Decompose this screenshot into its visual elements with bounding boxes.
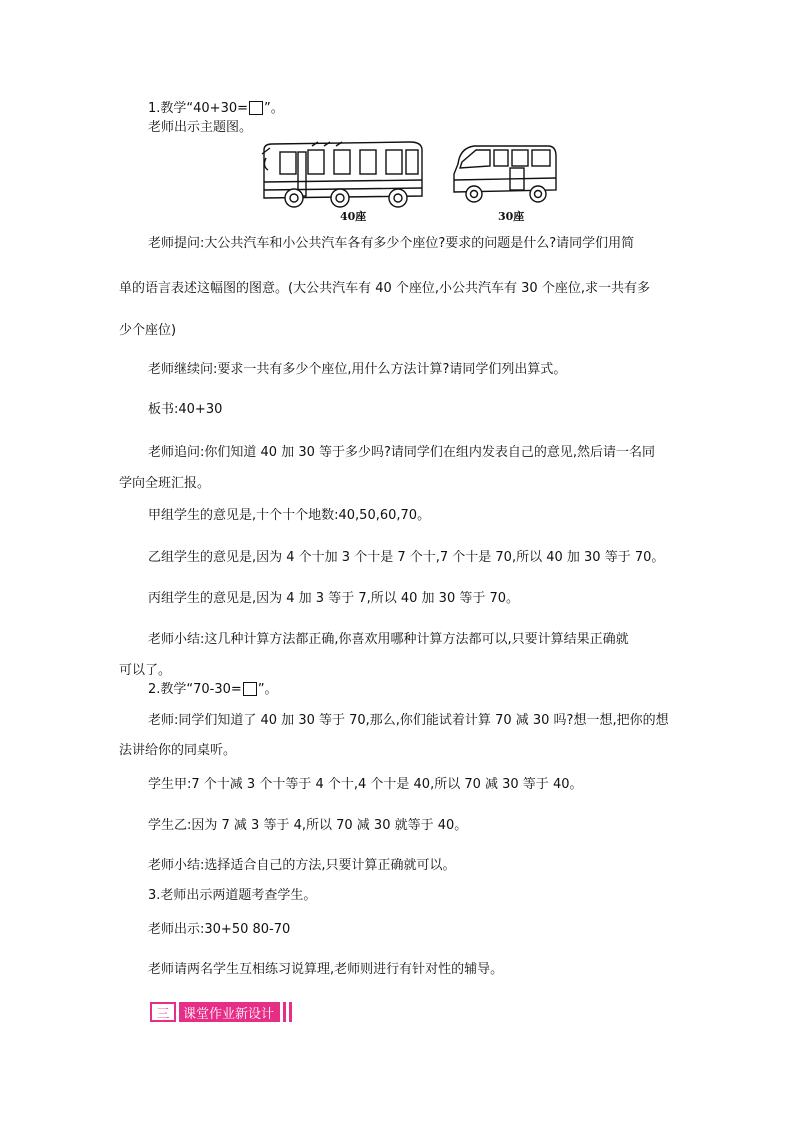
- practice-line: 老师请两名学生互相练习说算理,老师则进行有针对性的辅导。: [148, 962, 504, 977]
- question1-line2: 单的语言表述这幅图的图意。(大公共汽车有 40 个座位,小公共汽车有 30 个座位,求一共有多: [119, 281, 650, 296]
- summary1-line1: 老师小结:这几种计算方法都正确,你喜欢用哪种计算方法都可以,只要计算结果正确就: [148, 632, 629, 647]
- small-bus-caption: 30座: [498, 210, 525, 223]
- group-a-opinion: 甲组学生的意见是,十个十个地数:40,50,60,70。: [148, 508, 431, 523]
- answer-box: [243, 682, 257, 696]
- board-writing: 板书:40+30: [148, 402, 223, 417]
- section-banner: [150, 1001, 292, 1023]
- section1-heading-prefix: 1.教学“40+30=: [148, 101, 249, 116]
- teacher-line2: 法讲给你的同桌听。: [119, 743, 237, 758]
- show-picture-line: 老师出示主题图。: [148, 120, 253, 135]
- big-bus-illustration: [262, 142, 422, 207]
- banner-bar: [283, 1002, 286, 1022]
- group-c-opinion: 丙组学生的意见是,因为 4 加 3 等于 7,所以 40 加 30 等于 70。: [148, 591, 520, 606]
- section2-heading: [148, 682, 278, 698]
- problems-line: 老师出示:30+50 80-70: [148, 922, 291, 937]
- section1-heading-suffix: ”。: [264, 101, 284, 116]
- small-bus-illustration: [454, 146, 556, 202]
- section1-heading: [148, 101, 284, 117]
- student-a: 学生甲:7 个十减 3 个十等于 4 个十,4 个十是 40,所以 70 减 30 等于 40。: [148, 777, 583, 792]
- question1-line3: 少个座位): [119, 323, 177, 338]
- student-b: 学生乙:因为 7 减 3 等于 4,所以 70 减 30 就等于 40。: [148, 818, 468, 833]
- question1-line1: 老师提问:大公共汽车和小公共汽车各有多少个座位?要求的问题是什么?请同学们用简: [148, 236, 635, 251]
- section2-heading-prefix: 2.教学“70-30=: [148, 682, 242, 697]
- banner-number: 三: [150, 1002, 176, 1022]
- answer-box: [249, 101, 263, 115]
- banner-bar: [289, 1002, 292, 1022]
- big-bus-caption: 40座: [340, 210, 367, 223]
- question3-line1: 老师追问:你们知道 40 加 30 等于多少吗?请同学们在组内发表自己的意见,然后请一名同: [148, 445, 656, 460]
- section3-heading: 3.老师出示两道题考查学生。: [148, 888, 317, 903]
- section2-heading-suffix: ”。: [257, 682, 278, 697]
- banner-title: 课堂作业新设计: [179, 1002, 280, 1022]
- teacher-line1: 老师:同学们知道了 40 加 30 等于 70,那么,你们能试着计算 70 减 30 吗?想一想,把你的想: [148, 713, 669, 728]
- question3-line2: 学向全班汇报。: [119, 476, 211, 491]
- summary2: 老师小结:选择适合自己的方法,只要计算正确就可以。: [148, 858, 456, 873]
- question2: 老师继续问:要求一共有多少个座位,用什么方法计算?请同学们列出算式。: [148, 362, 567, 377]
- summary1-line2: 可以了。: [119, 663, 172, 678]
- theme-picture: [260, 138, 560, 226]
- group-b-opinion: 乙组学生的意见是,因为 4 个十加 3 个十是 7 个十,7 个十是 70,所以 40 加 30 等于 70。: [148, 550, 665, 565]
